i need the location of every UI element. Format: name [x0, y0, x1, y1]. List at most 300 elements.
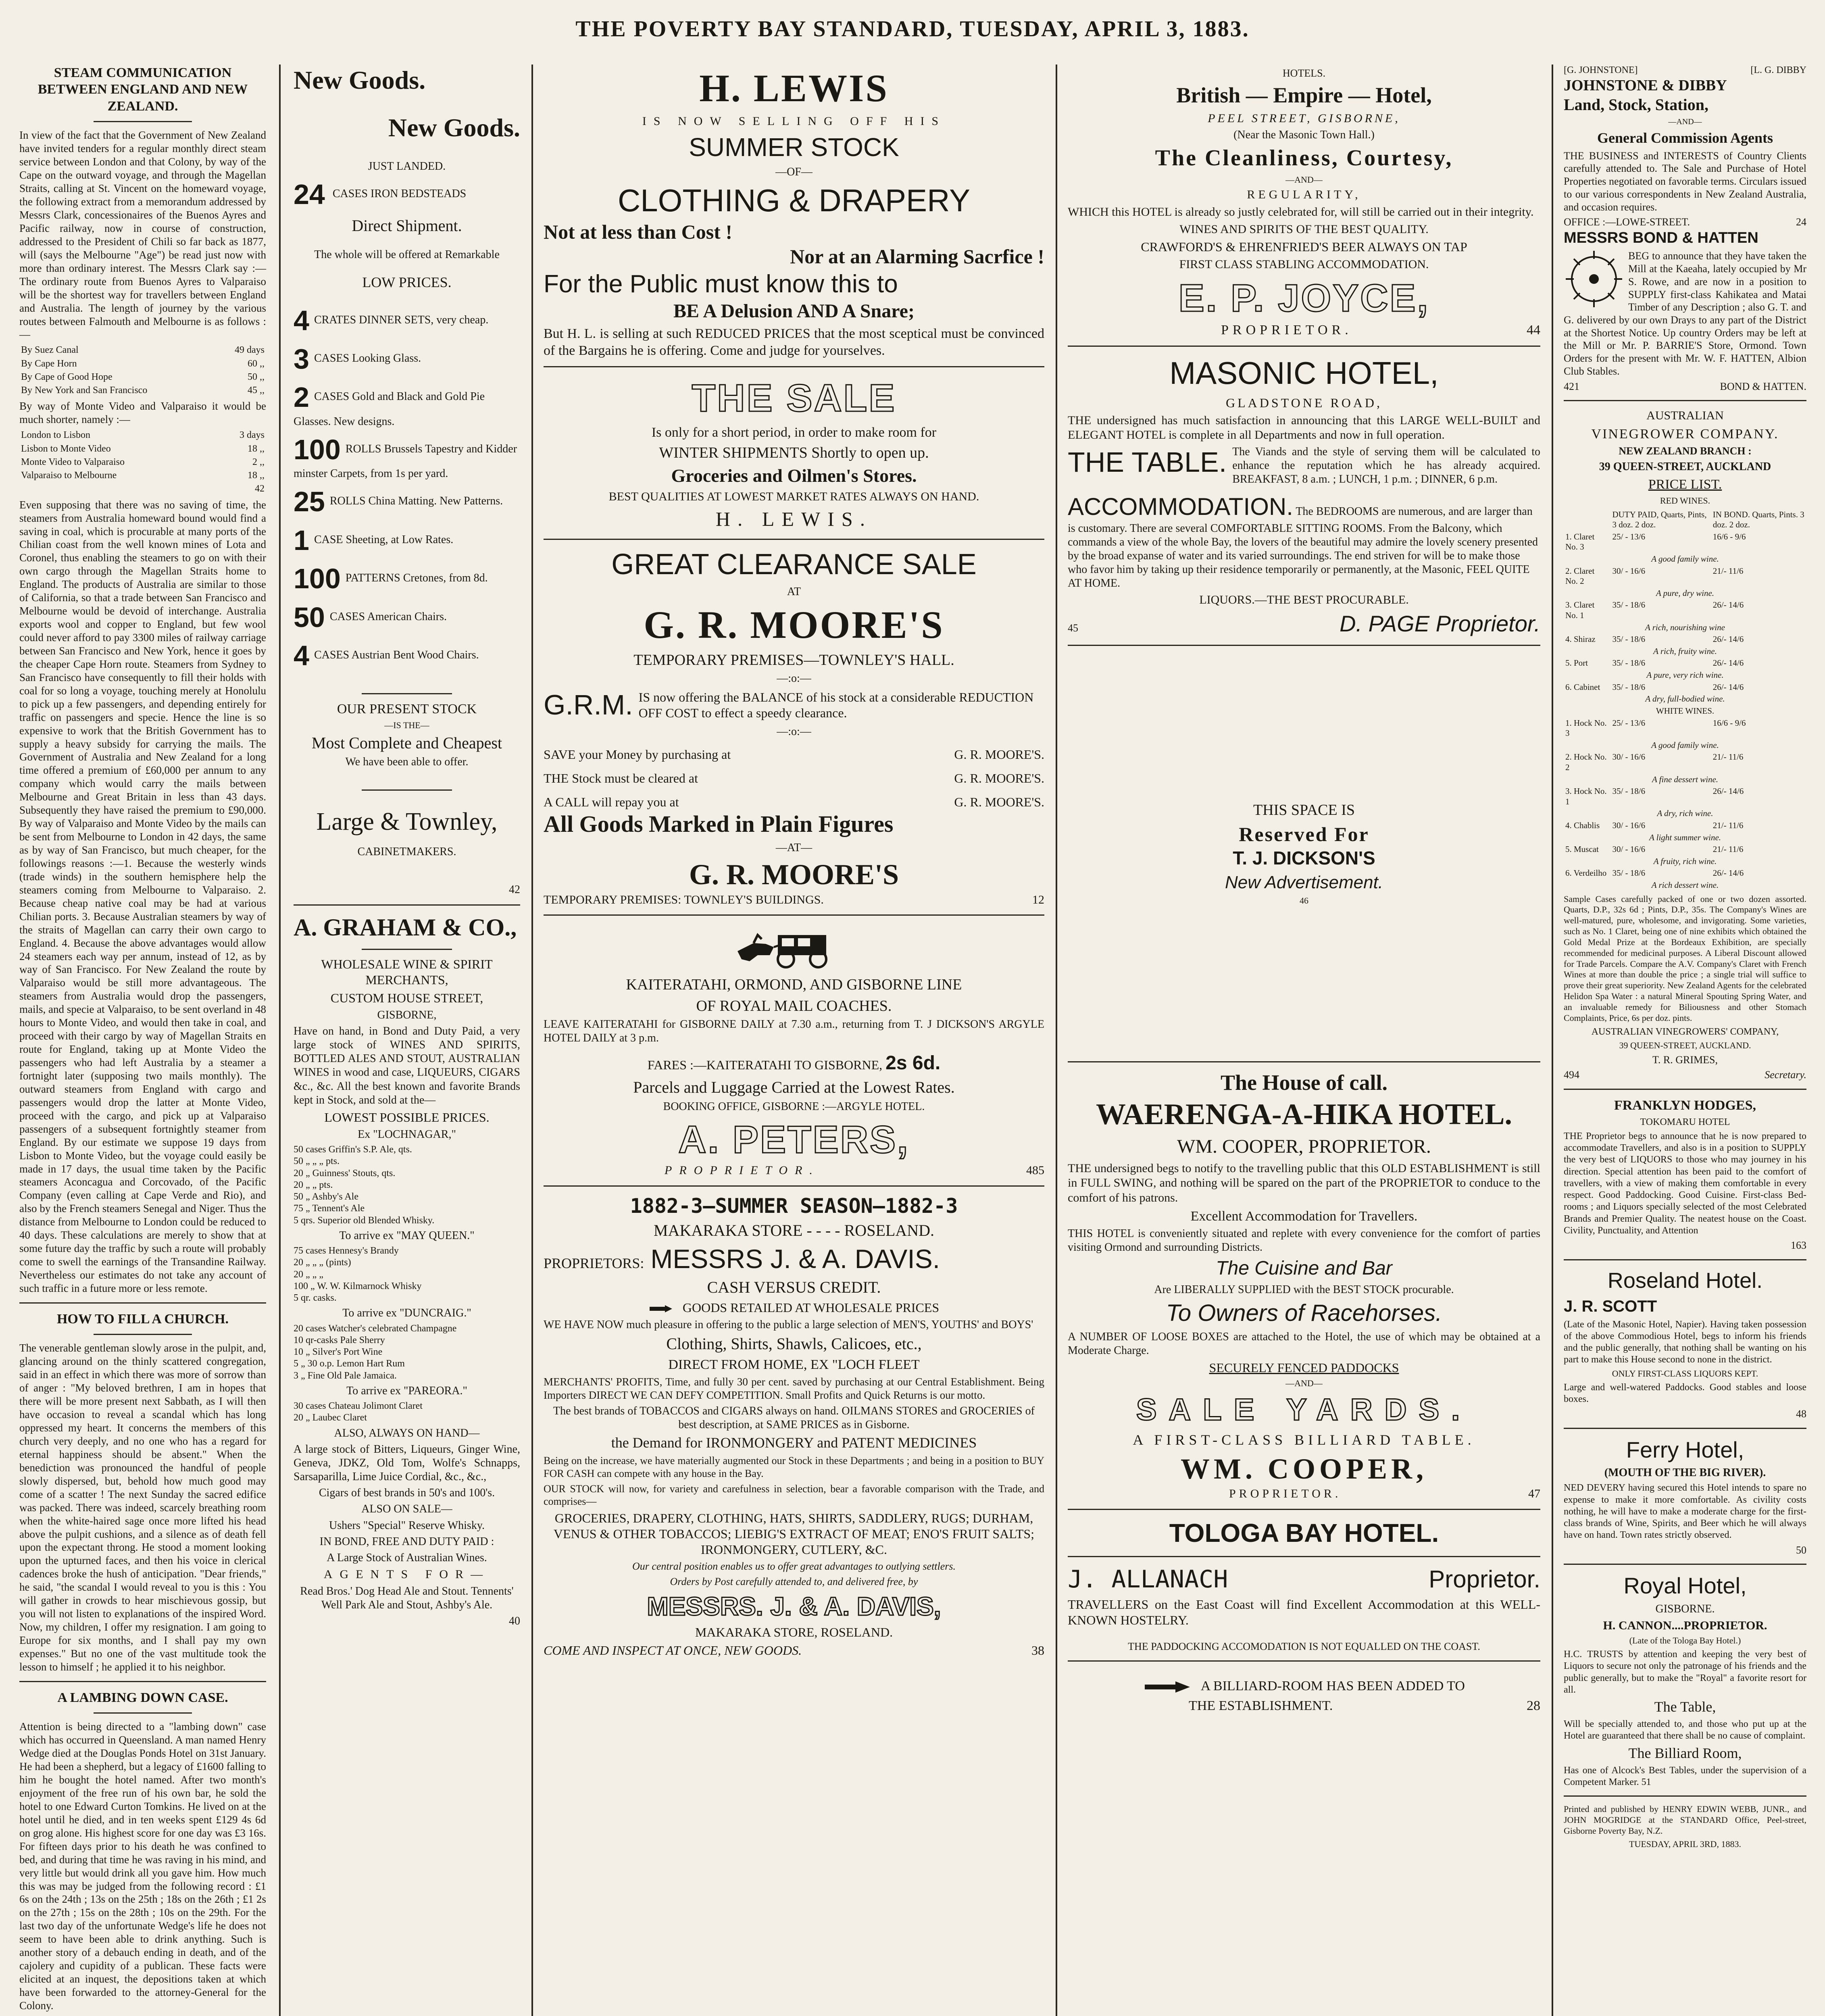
johnstone-title: JOHNSTONE & DIBBY	[1564, 77, 1727, 94]
arrive-may-queen: To arrive ex "MAY QUEEN."	[339, 1229, 475, 1242]
bond-hatten: MESSRS BOND & HATTEN	[1564, 229, 1758, 247]
makaraka: MAKARAKA STORE - - - - ROSELAND.	[654, 1221, 934, 1239]
vine-paragraph: Sample Cases carefully packed of one or two dozen assorted. Quarts, D.P., 32s 6d ; Pints, D.P., 35s. The Company's Wines are well-matured, pure, wholesome, and invigorating. Some varieties, such as No. 1 Claret, being one of nine exhibits which obtained the Gold Medal Prize at the Bordeaux Exhibition, are specially recommended for medicinal purposes. A Liberal Discount allowed for Trade Parcels. Compare the A.V. Company's Claret with French Wines at more than double the price ; a single trial will suffice to prove their great superiority. New Zealand Agents for the celebrated Helidon Spa Water : a natural Mineral Spouting Spring Water, and an invaluable remedy for Biliousness and other Stomach Complaints, Price, 6s per doz. pints.	[1564, 893, 1806, 1023]
arrive-duncraig: To arrive ex "DUNCRAIG."	[342, 1307, 471, 1320]
sawblade-icon	[1564, 249, 1624, 309]
list-item: 20 „ „ pts.	[294, 1179, 333, 1190]
column-rule	[1552, 65, 1553, 2016]
spacer	[1068, 653, 1540, 798]
direct-home: DIRECT FROM HOME, EX "LOCH FLEET	[668, 1357, 920, 1372]
lewis-footer: H. LEWIS.	[715, 507, 873, 530]
our-stock: OUR STOCK will now, for variety and carefulness in selection, bear a favorable comparison with the Trade, and comprises—	[544, 1483, 1044, 1508]
cigars: Cigars of best brands in 50's and 100's.	[319, 1487, 495, 1500]
reserved-for: Reserved For	[1239, 823, 1369, 846]
table-row: By New York and San Francisco 45 ,,	[21, 385, 265, 396]
space-is: THIS SPACE IS	[1253, 802, 1355, 819]
tobaccos: The best brands of TOBACCOS and CIGARS always on hand. OILMANS STORES and GROCERIES of best description, at SAME PRICES as in Gisborne.	[553, 1405, 1035, 1431]
list-item: 20 cases Watcher's celebrated Champagne	[294, 1323, 457, 1334]
comprises: GROCERIES, DRAPERY, CLOTHING, HATS, SHIRTS, SADDLERY, RUGS; DURHAM, VENUS & OTHER TOBACCOS; LIEBIG'S EXTRACT OF MEAT; ENO'S FRUIT SALTS; IRONMONGERY, CUTLERY, &C.	[553, 1511, 1035, 1557]
page-footer: 45 D. PAGE Proprietor.	[1068, 610, 1540, 636]
office-line: OFFICE :—LOWE-STREET. 24	[1564, 216, 1806, 228]
booking: BOOKING OFFICE, GISBORNE :—ARGYLE HOTEL.	[663, 1100, 925, 1113]
sale-yards: SALE YARDS.	[1136, 1393, 1472, 1427]
vinegrower: VINEGROWER COMPANY.	[1591, 426, 1779, 442]
list-item: 5 qrs. Superior old Blended Whisky.	[294, 1215, 435, 1226]
stock-line: THE Stock must be cleared at G. R. MOORE'S.	[544, 771, 1044, 786]
table-row: 3. Claret No. 1 35/ - 18/6 26/- 14/6	[1565, 600, 1744, 621]
not-less: Not at less than Cost !	[544, 221, 733, 244]
column-rule	[531, 65, 533, 2016]
divider	[19, 1302, 266, 1304]
list-item: 25 ROLLS China Matting. New Patterns.	[294, 486, 503, 518]
the-table: The Table,	[1654, 1699, 1716, 1715]
arrive-pareora: To arrive ex "PAREORA."	[346, 1384, 467, 1397]
table-row: By Cape Horn 60 ,,	[21, 358, 265, 369]
royal-mail: OF ROYAL MAIL COACHES.	[696, 997, 892, 1014]
liquors: LIQUORS.—THE BEST PROCURABLE.	[1199, 593, 1409, 607]
scott-paragraph: (Late of the Masonic Hotel, Napier). Having taken possession of the above Commodious Hotel, begs to inform his friends and the public generally, that nothing shall be wanting on his part to make this House second to none in the district.	[1564, 1319, 1806, 1365]
bond-sign-line: 421 BOND & HATTEN.	[1564, 380, 1806, 392]
is-the: —IS THE—	[384, 720, 429, 730]
list-item: 20 „ „ „ (pints)	[294, 1257, 351, 1268]
grimes-line: 494 Secretary.	[1564, 1069, 1806, 1081]
column-hotels	[1058, 60, 1550, 2016]
cash-credit: CASH VERSUS CREDIT.	[707, 1278, 881, 1296]
list-item: 20 „ Laubec Claret	[294, 1412, 367, 1423]
new-goods-heading-2: New Goods.	[388, 113, 520, 142]
list-item: 4 CRATES DINNER SETS, very cheap.	[294, 304, 489, 336]
wines-spirits: WINES AND SPIRITS OF THE BEST QUALITY.	[1179, 222, 1429, 236]
divider	[1564, 400, 1806, 401]
table-row: 6. Verdeilho 35/ - 18/6 26/- 14/6	[1565, 868, 1744, 878]
list-item: 100 „ W. W. Kilmarnock Whisky	[294, 1281, 422, 1291]
divider	[19, 1681, 266, 1682]
ned-paragraph: NED DEVERY having secured this Hotel intends to spare no expense to make it more comfortable. As civility costs nothing, he will have to make a moderate charge for the first-class brands of Wine, Spirits, and Beer which he will always have on hand. Town rates strictly observed.	[1564, 1483, 1806, 1541]
list-item: 1 CASE Sheeting, at Low Rates.	[294, 524, 454, 556]
just-landed: JUST LANDED.	[368, 160, 446, 173]
table-row: 2. Hock No. 2 30/ - 16/6 21/- 11/6	[1565, 752, 1744, 772]
hc-paragraph: H.C. TRUSTS by attention and keeping the very best of Liquors to secure not only the patronage of his friends and the public generally, but to make the "Royal" a favorite resort for all.	[1564, 1649, 1806, 1695]
moore-footer: TEMPORARY PREMISES: TOWNLEY'S BUILDINGS. 12	[544, 893, 1044, 906]
separator: —:o:—	[777, 725, 811, 738]
merchants-paragraph: MERCHANTS' PROFITS, Time, and fully 30 per cent. saved by purchasing at our Central Establishment. Being Importers DIRECT WE CAN DEFY COMPETITION. Small Profits and Quick Returns is our motto.	[544, 1376, 1044, 1402]
commission-agents: General Commission Agents	[1597, 129, 1773, 146]
divider	[1068, 1061, 1540, 1062]
bond-paragraph: BEG to announce that they have taken the Mill at the Kaeaha, lately occupied by Mr S. Rowe, and are now in a position to SUPPLY first-class Kahikatea and Matai Timber of any Description ; also G. T. and G. delivered by our own Drays to any part of the District at the Shortest Notice. Up country Orders may be left at the Mill or Mr. P. BARRIE'S Store, Ormond. Town Orders for the present with Mr. W. F. HATTEN, Albion Club Stables.	[1564, 250, 1806, 377]
lambing-paragraph: Attention is being directed to a "lambing down" case which has occurred in Queensland. A man named Henry Wedge died at the Douglas Ponds Hotel on 31st January. He had been a shepherd, but a legacy of £1600 falling to him he bought the hotel named. After two month's enjoyment of the free run of his own bar, he sold the hotel to one Edward Curton Tomkins. He lived on at the hotel until he died, and in ten weeks spent £129 4s 6d on grog alone. His highest score for one day was £3 16s. For fifteen days prior to his death he was confined to bed, and during that time he was raving in his mind, and very little but would drink all you gave him. How much this was may be judged from the following record : £1 6s on the 24th ; 13s on the 25th ; 18s on the 26th ; £1 2s on the 27th ; 15s on the 28th ; 10s on the 29th. For the last two day of the unfortunate Wedge's life he does not seem to have been able to drink anything. Such is another story of a debauch ending in death, and of the cajolery and cupidity of a publican. These facts were elicited at an inquest, the depositions taken at which have been forwarded to the attorney-General for the Colony.	[19, 1720, 266, 2012]
table-row: 2. Claret No. 2 30/ - 16/6 21/- 11/6	[1565, 566, 1744, 586]
leave-paragraph: LEAVE KAITERATAHI for GISBORNE DAILY at 7.30 a.m., returning from T. J DICKSON'S ARGYLE HOTEL DAILY at 3 p.m.	[544, 1018, 1044, 1045]
steam-paragraph-1: In view of the fact that the Government of New Zealand have invited tenders for a regular monthly direct steam service between London and that Colony, by way of the Cape on the outward voyage, and through the Magellan Straits, calling at St. Vincent on the homeward voyage, the following extract from a memorandum addressed by Messrs Clark, concessionaires of the Buenos Ayres and Pacific railway, now in course of construction, addressed to the President of Chili so far back as 1877, will (says the Melbourne "Age") be read just now with more than ordinary interest. The Messrs Clark say :—The ordinary route from Buenos Ayres to Valparaiso will be the shortest way for travellers between England and Australia. The length of journey by the various routes between Falmouth and Melbourne is as follows :—	[19, 129, 266, 341]
groceries: Groceries and Oilmen's Stores.	[671, 465, 917, 486]
table-row: 4. Chablis 30/ - 16/6 21/- 11/6	[1565, 820, 1744, 830]
table-row: 42	[255, 483, 265, 494]
delusion-snare: BE A Delusion AND A Snare;	[673, 300, 915, 322]
temp-premises: TEMPORARY PREMISES—TOWNLEY'S HALL.	[633, 651, 954, 669]
table-notice: THE TABLE. The Viands and the style of serving them will be calculated to enhance the reputation which he has already acquired. BREAKFAST, 8 a.m. ; LUNCH, 1 p.m. ; DINNER, 6 p.m.	[1068, 445, 1540, 486]
lambing-title: A LAMBING DOWN CASE.	[57, 1690, 228, 1705]
travellers: TRAVELLERS on the East Coast will find Excellent Accommodation at this WELL-KNOWN HOSTELRY.	[1068, 1597, 1540, 1628]
australian-wines: A Large Stock of Australian Wines.	[327, 1551, 487, 1564]
clothing-drapery: CLOTHING & DRAPERY	[617, 182, 971, 218]
best-qualities: BEST QUALITIES AT LOWEST MARKET RATES ALWAYS ON HAND.	[608, 490, 979, 504]
being-on: Being on the increase, we have materially augmented our Stock in these Departments ; and being in a position to BUY FOR CASH can compete with any house in the Bay.	[544, 1455, 1044, 1480]
pareora-list	[294, 1400, 520, 1424]
house-call: The House of call.	[1221, 1070, 1388, 1095]
davis-footer: MESSRS. J. & A. DAVIS,	[647, 1591, 941, 1621]
pointing-hand-icon	[1143, 1679, 1192, 1695]
list-item: 100 PATTERNS Cretones, from 8d.	[294, 563, 488, 595]
duncraig-list	[294, 1323, 520, 1382]
list-item: 4 CASES Austrian Bent Wood Chairs.	[294, 640, 479, 671]
church-title: HOW TO FILL A CHURCH.	[56, 1311, 229, 1327]
makaraka-store: MAKARAKA STORE, ROSELAND.	[695, 1624, 893, 1639]
goods-list	[294, 304, 520, 673]
divider	[544, 1185, 1044, 1187]
only-short: Is only for a short period, in order to make room for	[651, 425, 937, 440]
crawford: CRAWFORD'S & EHRENFRIED'S BEER ALWAYS ON TAP	[1141, 240, 1467, 254]
steam-title: STEAM COMMUNICATION BETWEEN ENGLAND AND NEW ZEALAND.	[38, 65, 248, 114]
wholesale-merchants: WHOLESALE WINE & SPIRIT MERCHANTS,	[321, 956, 493, 987]
fare-amount: 2s 6d.	[885, 1052, 941, 1074]
franklyn-paragraph: THE Proprietor begs to announce that he is now prepared to accommodate Travellers, and also is in a position to SUPPLY the very best of LIQUORS to those who may journey in his direction. Special attention has been paid to the comfort of travellers, with a view of making them comfortable in every respect. Good Paddocking. Good Cuisine. First-class Bed-rooms ; and Liquors specially selected of the most Celebrated Brands and Premier Quality. The neatest house on the Coast. Civility, Punctuality, and Attention	[1564, 1131, 1806, 1236]
royal-hotel: Royal Hotel,	[1623, 1573, 1747, 1599]
steam-paragraph-3: Even supposing that there was no saving of time, the steamers from Australia homeward bound would find a saving in coal, which is procurable at many ports of the Chilian coast from the well known mines of Lota and Coronel, thus enabling the steamers to go on with their own cargo through the Magellan Straits home to England. The products of Australia are similar to those of California, so that a trade between San Francisco and Melbourne would be devoid of interchange. Australia exports wool and copper to England, but few wool could never afford to pay 3300 miles of railway carriage between San Francisco and New York, hence it goes by the cheaper Cape Horn route. Steamers from Sydney to San Francisco have consequently to fill their holds with coal for so long a voyage, touching merely at Honolulu to pick up a few passengers, and depending entirely for traffic on passengers and specie. Hence the line is so expensive to work that the British Government has to supply a heavy subsidy for carrying the mails. The Government of Australia and New Zealand for a long time offered a premium of £60,000 per annum to any company which would carry the mails between Melbourne and Great Britain in less than 43 days. Subsequently they have raised the premium to £90,000. By way of Valparaiso and Monte Video by the mails can be sent from Melbourne to London in 42 days, the same as by way of San Francisco, but much cheaper, for the followings reasons :—1. Because the westerly winds (trade winds) in the southern hemisphere help the steamers coming from Melbourne to Valparaiso. 2. Because cheap native coal may be had at various Chilian ports. 3. Because Australian steamers by way of the straits of Magellan can carry their own cargo to England. 4. Because the above advantages would allow 24 steamers each way per annum, instead of 12, as by way of San Francisco. For New Zealand the route by Valparaiso would be still more advantageous. The steamers from Australia would drop the passengers, mails, and specie at Valparaiso, to be sent overland in 48 hours to Monte Video, and would then take in coal, and proceed with their cargo by way of Magellan Straits en route for England, taking up at Monte Video the passengers who had left Australia by a steamer a fortnight later (supposing two mails monthly). The outward steamers from England with cargo and passengers would drop the latter at Monte Video, proceed with the cargo, and pick up at Valparaiso passengers of a subsequent fortnightly steamer from England. By our estimate we suppose 19 days from Lisbon to Monte Video, but the voyage could easily be made in 17 days, the usual time taken by the Pacific steamers Aconcagua and Corcovado, of the Pacific Company (even calling at Cape Verde and Rio), and also by the French steamers Senegal and Niger. Thus the distance from Melbourne to London could be reduced to 40 days. These calculations are merely to show that at some future day the traffic by such a route will probably come to swell the earnings of the Transandine Railway. Nevertheless our estimates do not take any account of such traffic in a future more or less remote.	[19, 498, 266, 1294]
vine-address: 39 QUEEN-STREET, AUCKLAND.	[1619, 1040, 1751, 1050]
franklyn: FRANKLYN HODGES,	[1614, 1098, 1756, 1113]
allanach-line: J. ALLANACH Proprietor.	[1068, 1565, 1540, 1594]
gisborne: GISBORNE.	[1655, 1602, 1715, 1615]
waerenga-paragraph: THE undersigned begs to notify to the travelling public that this OLD ESTABLISHMENT is still in FULL SWING, and nothing will be spared on the part of the PROPRIETOR to conduce to the comfort of his patrons.	[1068, 1161, 1540, 1205]
billiard-room: A BILLIARD-ROOM HAS BEEN ADDED TO	[1068, 1678, 1540, 1695]
table-row: A fruity, rich wine.	[1653, 856, 1717, 866]
table-row: London to Lisbon 3 days	[21, 430, 265, 441]
call-line: A CALL will repay you at G. R. MOORE'S.	[544, 795, 1044, 810]
large-townley: Large & Townley,	[316, 808, 498, 835]
divider	[1068, 645, 1540, 646]
list-item: 20 „ „ „	[294, 1269, 323, 1280]
dickson: T. J. DICKSON'S	[1233, 847, 1375, 868]
divider	[1564, 1795, 1806, 1797]
which-paragraph: WHICH this HOTEL is already so justly celebrated for, will still be carried out in their integrity.	[1068, 205, 1534, 219]
list-item: 50 „ Ashby's Ale	[294, 1191, 358, 1202]
list-item: 30 cases Chateau Jolimont Claret	[294, 1401, 423, 1412]
church-paragraph: The venerable gentleman slowly arose in the pulpit, and, glancing around on the thinly scattered congregation, said in an effect in which there was more of sorrow than of anger : "My beloved brethren, I am in hopes that there will be more present next Sabbath, as I will then have occasion to reveal a scandal which has long oppressed my heart. It concerns the members of this church very deeply, and no one who has a regard for eternal happiness should be absent." When the benediction was pronounced the handful of people slowly dispersed, but, behold how much good may come of a scatter ! The next Sunday the sacred edifice was packed. There was indeed, scarcely breathing room when the white-haired sage once more lifted his head above the pulpit cushions, and a silence as of death fell upon the expectant throng. He stood a moment looking upon the upturned faces, and then his voice in clerical cadences broke the hush of anticipation. "Dear friends," he said, "the scandal I would reveal to you is this : You will gather in crowds to hear mischievous gossip, but you will not listen to explanations of the inspired Word. Now, my children, I offer my resignation. I am going to Europe for six months, and I shall pay my own expenses." But no one of the vast multitude took the lesson to himself ; he applied it to his neighbor.	[19, 1342, 266, 1673]
graham-title: A. GRAHAM & CO.,	[294, 914, 517, 941]
cabinetmakers: CABINETMAKERS.	[357, 846, 456, 858]
bedsteads-item: 24 CASES IRON BEDSTEADS	[294, 179, 467, 210]
table-paragraph: Will be specially attended to, and those who put up at the Hotel are guaranteed that there shall be no cause of complaint.	[1564, 1719, 1806, 1741]
divider	[1564, 1428, 1806, 1429]
masonic-hotel: MASONIC HOTEL,	[1169, 355, 1439, 391]
joyce-footer: PROPRIETOR. 44	[1221, 323, 1540, 337]
usher-whisky: Ushers "Special" Reserve Whisky.	[329, 1519, 485, 1532]
save-line: SAVE your Money by purchasing at G. R. MOORE'S.	[544, 747, 1044, 762]
business-paragraph: THE BUSINESS and INTERESTS of Country Clients carefully attended to. The Sale and Purchase of Hotel Properties negotiated on favorable terms. Circulars issued to our various correspondents in New Zealand Australia, and occasion requires.	[1564, 150, 1806, 213]
gisborne: GISBORNE,	[377, 1008, 437, 1021]
cooper-name: WM. COOPER,	[1181, 1452, 1427, 1485]
column-news	[10, 60, 276, 2016]
of-label: —OF—	[775, 165, 812, 178]
table-row: A light summer wine.	[1649, 832, 1721, 842]
printed-paragraph: Printed and published by HENRY EDWIN WEBB, JUNR., and JOHN MOGRIDGE at the STANDARD Office, Peel-street, Gisborne Poverty Bay, N.Z.	[1564, 1804, 1806, 1836]
table-row: 5. Muscat 30/ - 16/6 21/- 11/6	[1565, 844, 1744, 854]
orders-post: Orders by Post carefully attended to, and delivered free, by	[670, 1576, 918, 1587]
divider	[544, 539, 1044, 540]
table-row: A rich, nourishing wine	[1645, 622, 1725, 632]
table-row: A rich dessert wine.	[1651, 880, 1719, 890]
divider	[1564, 1564, 1806, 1565]
racehorses: To Owners of Racehorses.	[1166, 1300, 1442, 1327]
ex-lochnagar: Ex "LOCHNAGAR,"	[358, 1128, 456, 1141]
cooper-footer: PROPRIETOR. 47	[1229, 1487, 1540, 1501]
list-item: 75 „ Tennent's Ale	[294, 1203, 365, 1214]
divider	[294, 904, 520, 906]
nz-branch: NEW ZEALAND BRANCH :	[1619, 445, 1752, 457]
list-item: 10 qr-casks Pale Sherry	[294, 1335, 385, 1345]
divider	[1564, 1089, 1806, 1090]
davis-proprietors: PROPRIETORS: MESSRS J. & A. DAVIS.	[544, 1244, 940, 1274]
and-label: —AND—	[1285, 1378, 1323, 1389]
lewis-name: H. LEWIS	[699, 67, 889, 110]
table-row: A pure, very rich wine.	[1646, 670, 1724, 680]
divider	[94, 1712, 192, 1714]
establishment-line: THE ESTABLISHMENT. 28	[1189, 1698, 1540, 1714]
ferry-hotel: Ferry Hotel,	[1626, 1437, 1744, 1462]
able-offer: We have been able to offer.	[345, 756, 469, 768]
table-row: 5. Port 35/ - 18/6 26/- 14/6	[1565, 658, 1744, 668]
mouth-river: (MOUTH OF THE BIG RIVER).	[1604, 1466, 1766, 1479]
goods-retailed: GOODS RETAILED AT WHOLESALE PRICES	[544, 1300, 1044, 1316]
price-list: PRICE LIST.	[1648, 477, 1722, 492]
table-row: 3. Hock No. 1 35/ - 18/6 26/- 14/6	[1565, 786, 1744, 806]
agents-paragraph: Read Bros.' Dog Head Ale and Stout. Tennents' Well Park Ale and Stout, Ashby's Ale.	[300, 1585, 514, 1611]
in-bond: IN BOND, FREE AND DUTY PAID :	[319, 1535, 494, 1548]
only-first: ONLY FIRST-CLASS LIQUORS KEPT.	[1612, 1368, 1758, 1379]
table-row: A dry, full-bodied wine.	[1645, 694, 1725, 704]
clearance-sale: GREAT CLEARANCE SALE	[611, 548, 977, 581]
table-header: DUTY PAID, Quarts, Pints, 3 doz. 2 doz. IN BOND. Quarts, Pints. 3 doz. 2 doz.	[1612, 509, 1804, 530]
winter-shipments: WINTER SHIPMENTS Shortly to open up.	[659, 444, 929, 461]
roseland-hotel: Roseland Hotel.	[1607, 1268, 1763, 1293]
may-queen-list	[294, 1245, 520, 1304]
table-row: By Suez Canal 49 days	[21, 345, 265, 356]
fares: FARES :—KAITERATAHI TO GISBORNE, 2s 6d.	[647, 1052, 941, 1074]
lewis-paragraph: But H. L. is selling at such REDUCED PRICES that the most sceptical must be convinced of the Bargains he is offering. Come and judge for yourselves.	[544, 326, 1044, 358]
at-label: —AT—	[775, 841, 812, 854]
column-ads-2	[534, 60, 1054, 2016]
column-ads-1	[284, 60, 530, 2016]
large-paddocks: Large and well-watered Paddocks. Good stables and loose boxes.	[1564, 1382, 1806, 1404]
list-item: 75 cases Hennesy's Brandy	[294, 1245, 399, 1256]
list-item: 5 „ 30 o.p. Lemon Hart Rum	[294, 1358, 405, 1369]
ad-number: 48	[1796, 1408, 1806, 1420]
separator: —:o:—	[777, 672, 811, 685]
table-row: 1. Claret No. 3 25/ - 13/6 16/6 - 9/6	[1565, 531, 1746, 552]
present-stock: OUR PRESENT STOCK	[337, 702, 477, 717]
ad-number: 50	[1796, 1544, 1806, 1556]
red-wines: RED WINES.	[1660, 495, 1710, 506]
pointing-hand-icon	[649, 1304, 673, 1314]
fenced-paddocks: SECURELY FENCED PADDOCKS	[1209, 1360, 1399, 1375]
parcels: Parcels and Luggage Carried at the Lowest Rates.	[633, 1078, 955, 1096]
table-row: Monte Video to Valparaiso 2 ,,	[21, 456, 265, 467]
list-item: 3 „ Fine Old Pale Jamaica.	[294, 1370, 397, 1381]
table-row: A pure, dry wine.	[1656, 588, 1715, 598]
also-always: ALSO, ALWAYS ON HAND—	[334, 1427, 480, 1439]
ad-number: 46	[1300, 896, 1308, 906]
graham-paragraph: Have on hand, in Bond and Duty Paid, a very large stock of WINES AND SPIRITS, BOTTLED ALES AND STOUT, AUSTRALIAN WINES in wood and case, LIQUEURS, CIGARS &c., &c. All the best known and favorite Brands kept in Stock, and sold at the—	[294, 1025, 520, 1106]
list-item: 5 qr. casks.	[294, 1293, 337, 1304]
divider	[94, 1334, 192, 1335]
australian: AUSTRALIAN	[1646, 409, 1724, 423]
come-inspect-line: COME AND INSPECT AT ONCE, NEW GOODS. 38	[544, 1643, 1044, 1658]
divider	[1068, 1660, 1540, 1662]
divider	[1068, 346, 1540, 347]
divider	[544, 914, 1044, 916]
cleanliness: The Cleanliness, Courtesy,	[1155, 146, 1453, 171]
quantity: 24	[294, 179, 325, 210]
hotel-situated: THIS HOTEL is conveniently situated and replete with every convenience for the comfort of parties visiting Ormond and surrounding Districts.	[1068, 1227, 1540, 1254]
liberally: Are LIBERALLY SUPPLIED with the BEST STOCK procurable.	[1154, 1283, 1454, 1296]
coach-icon	[729, 923, 858, 971]
table-row: 4. Shiraz 35/ - 18/6 26/- 14/6	[1565, 634, 1744, 644]
cannon: H. CANNON....PROPRIETOR.	[1603, 1618, 1767, 1632]
list-item: 100 ROLLS Brussels Tapestry and Kidder minster Carpets, from 1s per yard.	[294, 433, 517, 480]
most-complete: Most Complete and Cheapest	[311, 733, 502, 752]
divider	[1068, 1556, 1540, 1557]
clothing-shirts: Clothing, Shirts, Shawls, Calicoes, etc.,	[666, 1334, 922, 1353]
divider	[362, 789, 452, 791]
ad-number: 163	[1791, 1239, 1806, 1252]
late-tologa: (Late of the Tologa Bay Hotel.)	[1629, 1635, 1741, 1646]
billiard-paragraph: Has one of Alcock's Best Tables, under the supervision of a Competent Marker. 51	[1564, 1765, 1806, 1787]
and-label: —AND—	[1668, 117, 1702, 127]
stabling: FIRST CLASS STABLING ACCOMMODATION.	[1179, 258, 1429, 271]
the-sale: THE SALE	[692, 377, 896, 420]
waerenga-hotel: WAERENGA-A-HIKA HOTEL.	[1096, 1098, 1512, 1131]
regularity: REGULARITY,	[1247, 188, 1361, 202]
peters-footer: PROPRIETOR. 485	[665, 1164, 1044, 1177]
spacer	[1068, 909, 1540, 1054]
jr-scott: J. R. SCOTT	[1564, 1297, 1657, 1315]
billiard-room: The Billiard Room,	[1628, 1745, 1742, 1761]
central-position: Our central position enables us to offer great advantages to outlying settlers.	[632, 1560, 956, 1572]
custom-house: CUSTOM HOUSE STREET,	[330, 990, 483, 1005]
divider	[544, 366, 1044, 367]
divider	[362, 949, 452, 950]
column-rule	[279, 65, 281, 2016]
vine-sign: AUSTRALIAN VINEGROWERS' COMPANY,	[1591, 1026, 1779, 1037]
list-item: 3 CASES Looking Glass.	[294, 343, 421, 375]
agents-for: AGENTS FOR—	[323, 1568, 490, 1581]
near-masonic: (Near the Masonic Town Hall.)	[1233, 129, 1375, 142]
table-row: Lisbon to Monte Video 18 ,,	[21, 443, 265, 454]
summer-stock: SUMMER STOCK	[689, 132, 899, 162]
table-row: By Cape of Good Hope 50 ,,	[21, 371, 265, 382]
billiard-table: A FIRST-CLASS BILLIARD TABLE.	[1133, 1431, 1475, 1448]
list-item: 10 „ Silver's Port Wine	[294, 1347, 383, 1358]
season: 1882-3—SUMMER SEASON—1882-3	[630, 1194, 958, 1218]
divider	[94, 121, 192, 122]
plain-figures: All Goods Marked in Plain Figures	[544, 811, 894, 837]
table-row: WHITE WINES.	[1656, 706, 1715, 716]
peters-name: A. PETERS,	[678, 1118, 910, 1161]
routes2-table	[19, 429, 266, 496]
list-item: 50 „ „ „ pts.	[294, 1156, 340, 1167]
nor-alarming: Nor at an Alarming Sacrfice !	[790, 245, 1044, 268]
routes-table	[19, 344, 266, 397]
table-row: Valparaiso to Melbourne 18 ,,	[21, 470, 265, 481]
hotels-section: HOTELS.	[1282, 67, 1326, 79]
grm-notice: G.R.M. IS now offering the BALANCE of his stock at a considerable REDUCTION OFF COST to effect a speedy clearance.	[544, 688, 1044, 722]
always-paragraph: A large stock of Bitters, Liqueurs, Ginger Wine, Geneva, JDKZ, Old Tom, Wolfe's Schnapps, Sarsaparilla, Lime Juice Cordial, &c., &c.,	[294, 1443, 520, 1483]
we-have: WE HAVE NOW much pleasure in offering to the public a large selection of MEN'S, YOUTHS' and BOYS'	[544, 1318, 1033, 1331]
direct-shipment: Direct Shipment.	[352, 216, 462, 235]
list-item: 50 cases Griffin's S.P. Ale, qts.	[294, 1144, 412, 1155]
column-rule	[1056, 65, 1057, 2016]
now-selling: IS NOW SELLING OFF HIS	[642, 115, 946, 128]
lowest-possible: LOWEST POSSIBLE PRICES.	[324, 1110, 490, 1125]
table-row: 6. Cabinet 35/ - 18/6 26/- 14/6	[1565, 682, 1744, 692]
low-prices: LOW PRICES.	[362, 274, 452, 290]
steam-paragraph-2: By way of Monte Video and Valparaiso it would be much shorter, namely :—	[19, 400, 266, 426]
joyce-name: E. P. JOYCE,	[1178, 276, 1430, 320]
land-stock: Land, Stock, Station,	[1564, 95, 1708, 114]
loose-boxes: A NUMBER OF LOOSE BOXES are attached to the Hotel, the use of which may be obtained at a Moderate Charge.	[1068, 1330, 1540, 1357]
list-item: 50 CASES American Chairs.	[294, 601, 447, 633]
table-row: A good family wine.	[1651, 740, 1719, 750]
divider	[362, 693, 452, 694]
offered-text: The whole will be offered at Remarkable	[314, 248, 500, 261]
column-agents	[1554, 60, 1816, 2016]
new-goods-heading-1: New Goods.	[294, 66, 426, 94]
gladstone-road: GLADSTONE ROAD,	[1225, 395, 1383, 410]
coach-line: KAITERATAHI, ORMOND, AND GISBORNE LINE	[626, 976, 962, 993]
peel-street: PEEL STREET, GISBORNE,	[1208, 111, 1400, 125]
british-empire: British — Empire — Hotel,	[1176, 83, 1432, 107]
moore-name: G. R. MOORE'S	[644, 603, 944, 646]
list-item: 2 CASES Gold and Black and Gold Pie Glasses. New designs.	[294, 381, 485, 428]
masthead: THE POVERTY BAY STANDARD, TUESDAY, APRIL 3, 1883.	[575, 17, 1250, 42]
queen-street: 39 QUEEN-STREET, AUCKLAND	[1599, 460, 1771, 473]
cuisine-bar: The Cuisine and Bar	[1216, 1258, 1392, 1279]
grimes: T. R. GRIMES,	[1652, 1054, 1718, 1066]
newspaper-page	[10, 60, 1816, 2016]
at-label: AT	[787, 585, 801, 598]
and-label: —AND—	[1285, 174, 1323, 185]
table-row: A good family wine.	[1651, 554, 1719, 564]
wine-price-table	[1564, 509, 1806, 891]
demand: the Demand for IRONMONGERY and PATENT MEDICINES	[611, 1435, 977, 1451]
table-row: A dry, rich wine.	[1657, 808, 1713, 818]
ad-number: 40	[509, 1614, 520, 1627]
lochnagar-list	[294, 1144, 520, 1227]
johnstone-header: [G. JOHNSTONE] [L. G. DIBBY	[1564, 65, 1806, 75]
accommodation-notice: ACCOMMODATION. The BEDROOMS are numerous, and are larger than is customary. There are several COMFORTABLE SITTING ROOMS. From the Balcony, which commands a view of the whole Bay, the lovers of the beautiful may admire the lovely scenery presented by the broad expanse of water and its varied surroundings. The end striven for will be to make those who favor him by taking up their residence temporarily or permanently, at the Masonic, FEEL QUITE AT HOME.	[1068, 493, 1538, 590]
tokomaru: TOKOMARU HOTEL	[1640, 1116, 1730, 1127]
excellent: Excellent Accommodation for Travellers.	[1190, 1208, 1418, 1224]
new-advertisement: New Advertisement.	[1225, 872, 1383, 892]
tologa-hotel: TOLOGA BAY HOTEL.	[1169, 1518, 1439, 1548]
cooper-proprietor: WM. COOPER, PROPRIETOR.	[1177, 1136, 1431, 1158]
divider	[1564, 1259, 1806, 1260]
moore-name-2: G. R. MOORE'S	[689, 858, 899, 891]
also-sale: ALSO ON SALE—	[361, 1503, 452, 1516]
table-row: A rich, fruity wine.	[1653, 646, 1717, 656]
table-row: A fine dessert wine.	[1652, 774, 1719, 784]
list-item: 20 „ Guinness' Stouts, qts.	[294, 1168, 396, 1179]
